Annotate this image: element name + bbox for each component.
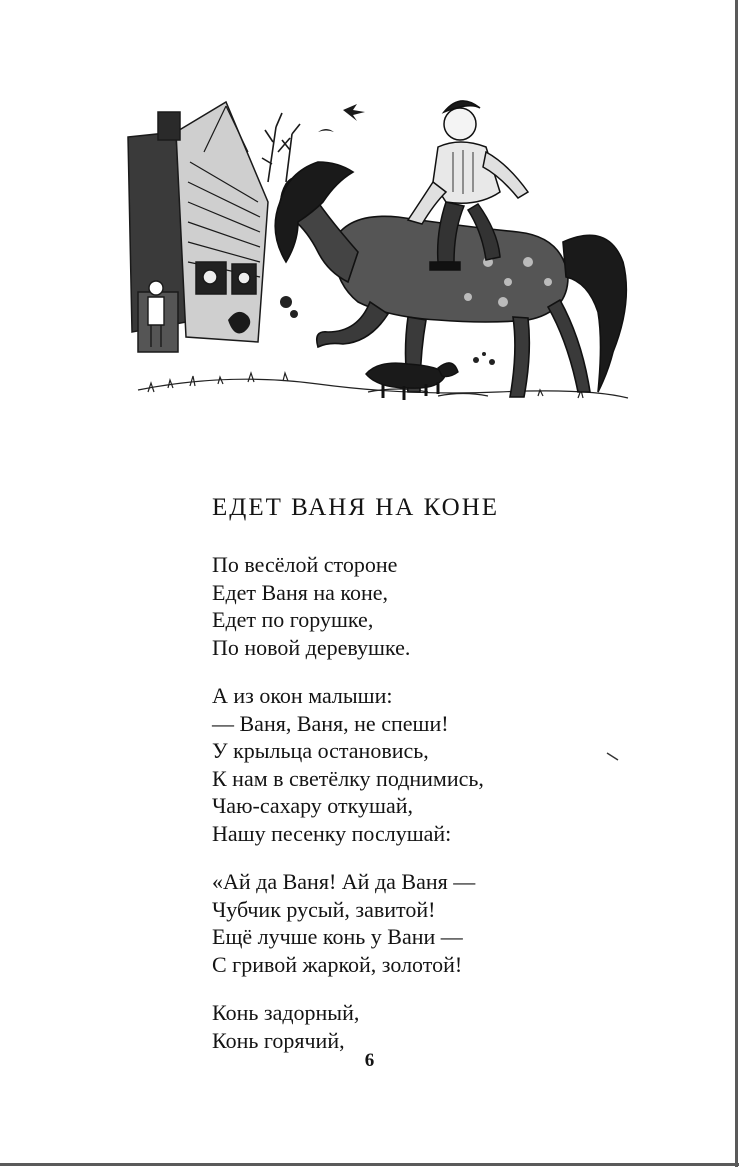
page-edge-bottom <box>0 1163 739 1166</box>
poem-line: Конь задорный, <box>212 1000 360 1025</box>
poem-line: — Ваня, Ваня, не спеши! <box>212 710 449 736</box>
poem-title: ЕДЕТ ВАНЯ НА КОНЕ <box>212 494 500 521</box>
stanza <box>212 868 692 978</box>
stanza <box>212 999 692 1054</box>
poem-line: К нам в светёлку поднимись, <box>212 765 484 791</box>
poem-line: «Ай да Ваня! Ай да Ваня — <box>212 869 476 894</box>
stray-ink-mark <box>606 752 620 762</box>
poem-line: Едет по горушке, <box>212 607 374 632</box>
poem-line: С гривой жаркой, золотой! <box>212 951 463 977</box>
page-number: 6 <box>364 1050 375 1071</box>
poem-line: Чаю-сахару откушай, <box>212 793 413 818</box>
poem-body <box>212 551 692 1075</box>
poem-line: У крыльца остановись, <box>212 738 429 763</box>
poem-line: Конь горячий, <box>212 1027 345 1053</box>
stanza <box>212 682 692 847</box>
page-edge-right <box>735 0 738 1167</box>
stanza <box>212 551 692 661</box>
poem-line: Нашу песенку послушай: <box>212 820 452 846</box>
illustration-vanya-on-horse <box>108 92 638 422</box>
poem-line: Едет Ваня на коне, <box>212 579 388 605</box>
poem-line: По весёлой стороне <box>212 552 398 577</box>
poem-line: По новой деревушке. <box>212 634 411 660</box>
poem-line: А из окон малыши: <box>212 683 393 708</box>
poem-line: Чубчик русый, завитой! <box>212 896 436 922</box>
tree-branches <box>262 113 300 182</box>
birds <box>318 104 365 132</box>
poem-line: Ещё лучше конь у Вани — <box>212 924 463 949</box>
